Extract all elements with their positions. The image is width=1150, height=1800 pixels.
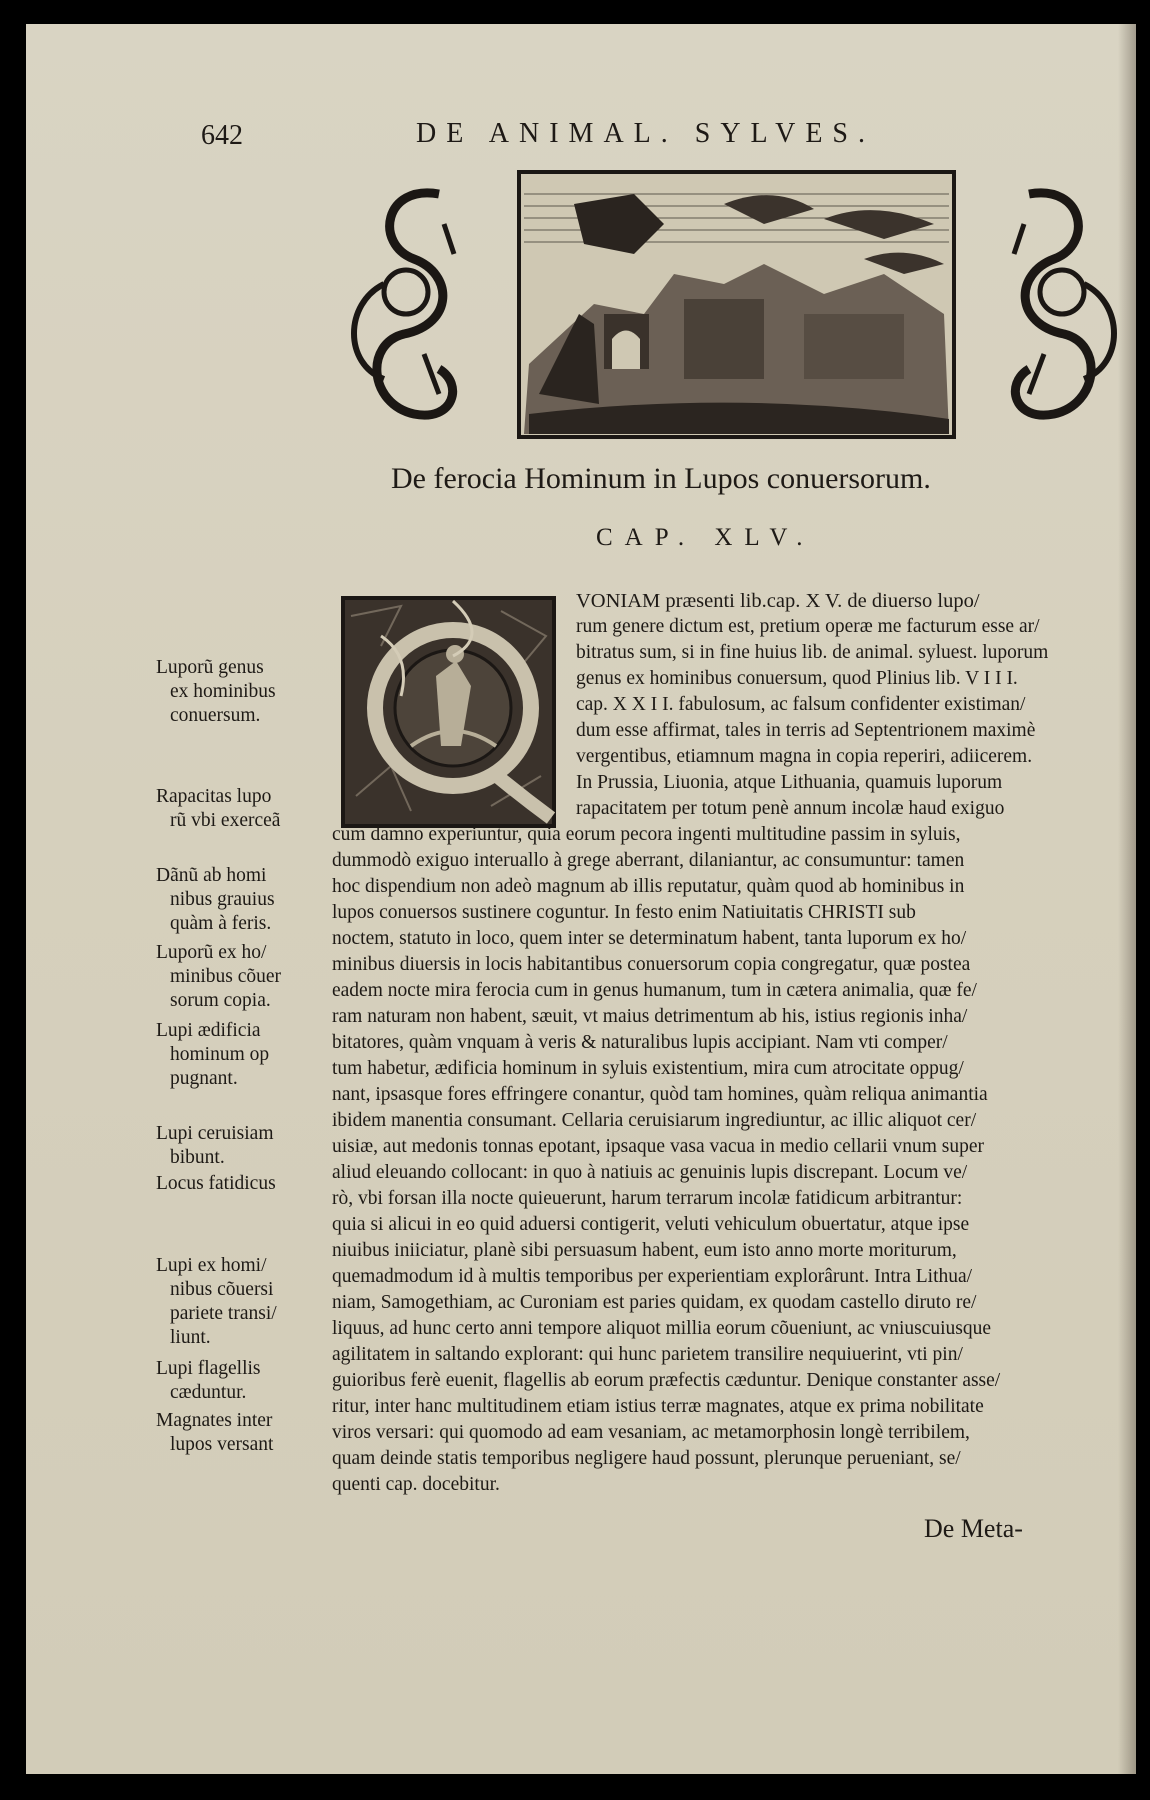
body-line: viros versari: qui quomodo ad eam vesaniam, ac metamorphosin longè terribilem,	[332, 1422, 970, 1443]
chapter-title: De ferocia Hominum in Lupos conuersorum.	[391, 462, 931, 495]
marginal-note-line: Rapacitas lupo	[156, 786, 272, 807]
marginal-note-line: cæduntur.	[170, 1382, 247, 1403]
marginal-note-line: lupos versant	[170, 1434, 274, 1455]
body-line: ibidem manentia consumant. Cellaria ceruisiarum ingrediuntur, ac illic aliquot cer/	[332, 1110, 977, 1131]
marginal-note	[156, 1019, 326, 1091]
marginal-note-line: liunt.	[170, 1327, 211, 1348]
marginal-note-line: Lupi ex homi/	[156, 1255, 267, 1276]
body-line: hoc dispendium non adeò magnum ab illis reputatur, quàm quod ab hominibus in	[332, 876, 965, 897]
marginal-note-line: nibus cõuersi	[170, 1279, 274, 1300]
body-line: ram naturam non habent, sæuit, vt maius detrimentum ab his, istius regionis inha/	[332, 1006, 968, 1027]
body-line: eadem nocte mira ferocia cum in genus humanum, tum in cætera animalia, quæ fe/	[332, 980, 977, 1001]
marginal-note-line: bibunt.	[170, 1147, 225, 1168]
body-line: quia si alicui in eo quid aduersi contigerit, veluti vehiculum obuertatur, atque ipse	[332, 1214, 970, 1235]
body-line: uisiæ, aut medonis tonnas epotant, ipsaque vasa vacua in medio cellarii vnum super	[332, 1136, 985, 1157]
body-line: liquus, ad hunc certo anni tempore aliquot millia eorum cõueniunt, ac vniuscuiusque	[332, 1318, 992, 1339]
marginal-note-line: conuersum.	[170, 705, 261, 726]
body-line: genus ex hominibus conuersum, quod Plinius lib. V I I I.	[576, 668, 1018, 689]
marginal-note-line: Lupi ædificia	[156, 1020, 261, 1041]
marginal-note-line: rũ vbi exerceã	[170, 810, 281, 831]
marginal-note	[156, 1409, 326, 1457]
marginal-note-line: ex hominibus	[170, 681, 276, 702]
chapter-number: CAP. XLV.	[596, 524, 815, 551]
page-number: 642	[201, 120, 243, 151]
woodcut-illustration	[344, 164, 1124, 454]
body-line: dummodò exiguo interuallo à grege aberrant, dilaniantur, ac consumuntur: tamen	[332, 850, 965, 871]
body-line: rò, vbi forsan illa nocte quieuerunt, harum terrarum incolæ fatidicum arbitrantur:	[332, 1188, 963, 1209]
left-scroll-ornament	[354, 193, 454, 415]
body-line: tum habetur, ædificia hominum in syluis existentium, mira cum atrocitate oppug/	[332, 1058, 964, 1079]
marginal-note	[156, 1254, 326, 1350]
marginal-note	[156, 785, 326, 833]
marginal-note-line: Luporũ genus	[156, 657, 264, 678]
body-line: noctem, statuto in loco, quem inter se determinatum habent, tanta luporum ex ho/	[332, 928, 967, 949]
body-line: In Prussia, Liuonia, atque Lithuania, quamuis luporum	[576, 772, 1003, 793]
body-line: rum genere dictum est, pretium operæ me facturum esse ar/	[576, 616, 1040, 637]
body-line: guioribus ferè euenit, flagellis ab eorum præfectis cæduntur. Denique constanter asse/	[332, 1370, 1001, 1391]
marginal-note-line: hominum op	[170, 1044, 270, 1065]
body-line: nant, ipsasque fores effringere conantur, quòd tam homines, quàm reliqua animantia	[332, 1084, 988, 1105]
marginal-note-line: pariete transi/	[170, 1303, 277, 1324]
body-line: agilitatem in saltando explorant: qui hunc parietem transilire nequiuerint, vti pin/	[332, 1344, 963, 1365]
body-line: quenti cap. docebitur.	[332, 1474, 500, 1495]
marginal-note-line: pugnant.	[170, 1068, 238, 1089]
marginal-note	[156, 1172, 326, 1196]
marginal-note-line: Lupi ceruisiam	[156, 1123, 274, 1144]
body-line: vergentibus, etiamnum magna in copia reperiri, adiicerem.	[576, 746, 1033, 767]
marginal-note-line: Lupi flagellis	[156, 1358, 261, 1379]
body-line: quemadmodum id à multis temporibus per experientiam explorârunt. Intra Lithua/	[332, 1266, 973, 1287]
body-line: quam deinde statis temporibus negligere haud possunt, plerunque perueniant, se/	[332, 1448, 961, 1469]
body-line: VONIAM præsenti lib.cap. X V. de diuerso lupo/	[576, 590, 980, 612]
body-line: minibus diuersis in locis habitantibus conuersorum copia congregatur, quæ postea	[332, 954, 971, 975]
marginal-note	[156, 941, 326, 1013]
body-line: bitatores, quàm vnquam à veris & naturalibus lupis accipiant. Nam vti comper/	[332, 1032, 948, 1053]
marginal-note-line: Luporũ ex ho/	[156, 942, 267, 963]
marginal-note	[156, 656, 326, 728]
book-page	[26, 24, 1136, 1774]
catchword: De Meta-	[924, 1514, 1023, 1543]
marginal-note-line: Locus fatidicus	[156, 1173, 276, 1194]
marginal-note-line: nibus grauius	[170, 889, 275, 910]
marginal-note-line: minibus cõuer	[170, 966, 282, 987]
marginal-note-line: sorum copia.	[170, 990, 271, 1011]
body-line: dum esse affirmat, tales in terris ad Septentrionem maximè	[576, 720, 1036, 741]
marginal-note-line: Magnates inter	[156, 1410, 273, 1431]
right-scroll-ornament	[1014, 193, 1114, 415]
marginal-note-line: quàm à feris.	[170, 913, 272, 934]
marginal-note	[156, 1122, 326, 1170]
body-line: cum damno experiuntur, quia eorum pecora ingenti multitudine passim in syluis,	[332, 824, 961, 845]
marginal-note	[156, 1357, 326, 1405]
body-line: aliud eleuando collocant: in quo à natiuis ac genuinis lupis discrepant. Locum ve/	[332, 1162, 968, 1183]
body-line: niam, Samogethiam, ac Curoniam est paries quidam, ex quodam castello diruto re/	[332, 1292, 977, 1313]
woodcut-scene	[519, 172, 954, 437]
body-line: ritur, inter hanc multitudinem etiam istius terræ magnates, atque ex prima nobilitate	[332, 1396, 984, 1417]
running-head: DE ANIMAL. SYLVES.	[416, 118, 875, 149]
body-line: cap. X X I I. fabulosum, ac falsum confidenter existiman/	[576, 694, 1026, 715]
marginal-note-line: Dãnũ ab homi	[156, 865, 267, 886]
body-line: lupos conuersos sustinere coguntur. In festo enim Natiuitatis CHRISTI sub	[332, 902, 916, 923]
body-line: rapacitatem per totum penè annum incolæ haud exiguo	[576, 798, 1005, 819]
marginal-note	[156, 864, 326, 936]
decorated-initial-q	[341, 596, 556, 828]
body-line: niuibus iniiciatur, planè sibi persuasum habent, eum isto anno morte moriturum,	[332, 1240, 957, 1261]
body-line: bitratus sum, si in fine huius lib. de animal. syluest. luporum	[576, 642, 1049, 663]
